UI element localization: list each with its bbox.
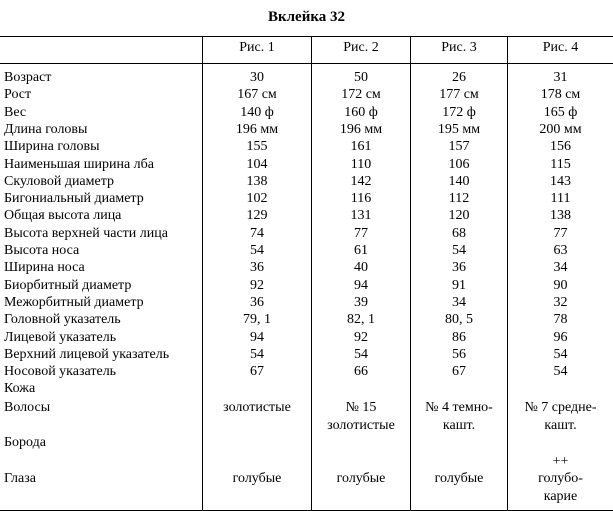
table-cell: 94 — [250, 329, 264, 345]
row-label: Вес — [4, 104, 27, 120]
table-cell: 56 — [452, 346, 466, 362]
page-title: Вклейка 32 — [267, 9, 346, 25]
column-header: Рис. 4 — [542, 40, 579, 55]
table-cell: 91 — [452, 277, 466, 293]
table-cell: 50 — [354, 70, 368, 85]
row-label: Рост — [4, 87, 32, 103]
table-cell: 196 мм — [235, 121, 279, 137]
table-cell: 116 — [350, 191, 372, 207]
table-cell: 104 — [246, 156, 268, 172]
table-cell: № 4 темно- — [425, 400, 493, 415]
column-header: Рис. 1 — [239, 40, 275, 55]
row-label: Носовой указатель — [4, 364, 117, 380]
table-cell: 34 — [452, 294, 466, 310]
table-cell: 54 — [250, 243, 264, 258]
table-cell: 165 ф — [543, 104, 578, 120]
table-cell: 157 — [448, 139, 470, 155]
table-cell: 143 — [550, 173, 571, 189]
table-cell: 195 мм — [437, 121, 481, 137]
table-cell: № 15 — [345, 400, 377, 415]
table-cell: 40 — [354, 260, 368, 276]
table-cell: 36 — [452, 260, 466, 276]
table-cell: 80, 5 — [445, 312, 473, 328]
table-cell: 54 — [452, 243, 466, 258]
table-cell: 178 см — [540, 87, 581, 103]
table-cell: голубые — [434, 471, 484, 486]
table-cell: 172 см — [341, 87, 381, 103]
table-cell: 36 — [250, 294, 264, 310]
row-label: Головной указатель — [4, 312, 121, 328]
row-label: Глаза — [4, 471, 36, 486]
table-cell: 131 — [350, 208, 372, 224]
table-cell: 74 — [250, 225, 264, 241]
table-cell: 36 — [250, 260, 264, 276]
table-cell: 102 — [246, 191, 268, 207]
row-label: Скуловой диаметр — [4, 173, 115, 189]
table-cell: 34 — [553, 260, 568, 276]
row-label: Наименьшая ширина лба — [4, 156, 154, 172]
table-cell: 138 — [550, 208, 571, 224]
row-label: Ширина носа — [4, 260, 85, 276]
table-cell: 94 — [354, 277, 368, 293]
table-cell: 167 см — [237, 87, 277, 103]
column-header: Рис. 2 — [343, 40, 379, 55]
table-cell: ++ — [552, 454, 569, 469]
table-cell: 115 — [550, 156, 571, 172]
table-cell: 67 — [250, 364, 264, 380]
header-bottom-rule — [0, 63, 613, 64]
table-cell: 92 — [250, 277, 264, 293]
table-cell: 32 — [553, 294, 568, 310]
table-cell: голубо- — [538, 471, 583, 486]
table-cell: 140 ф — [240, 104, 274, 120]
table-top-rule — [0, 36, 613, 37]
table-cell: 161 — [350, 139, 372, 155]
table-cell: карие — [543, 489, 578, 504]
table-cell: 172 ф — [442, 104, 476, 120]
table-cell: 200 мм — [539, 121, 582, 137]
table-cell: 86 — [452, 329, 466, 345]
table-cell: 61 — [354, 243, 368, 258]
table-cell: 63 — [553, 243, 568, 258]
table-cell: 79, 1 — [243, 312, 271, 328]
table-cell: 30 — [250, 70, 264, 85]
table-cell: 140 — [448, 173, 470, 189]
table-cell: 68 — [452, 225, 466, 241]
table-cell: 54 — [354, 346, 368, 362]
table-cell: 112 — [448, 191, 470, 207]
row-label: Бигониальный диаметр — [4, 191, 144, 207]
column-header: Рис. 3 — [441, 40, 477, 55]
table-cell: 177 см — [439, 87, 479, 103]
table-cell: 196 мм — [339, 121, 383, 137]
row-label: Кожа — [4, 381, 36, 397]
table-cell: кашт. — [442, 418, 476, 433]
row-label: Волосы — [4, 400, 51, 415]
table-cell: 82, 1 — [347, 312, 375, 328]
table-cell: 96 — [553, 329, 568, 345]
table-cell: 155 — [246, 139, 268, 155]
table-cell: голубые — [232, 471, 282, 486]
table-cell: 129 — [246, 208, 268, 224]
table-cell: 66 — [354, 364, 368, 380]
table-cell: 110 — [350, 156, 372, 172]
table-cell: 54 — [553, 346, 568, 362]
table-cell: 78 — [553, 312, 568, 328]
table-cell: 106 — [448, 156, 470, 172]
table-cell: 26 — [452, 70, 466, 85]
table-cell: 31 — [553, 70, 568, 85]
row-label: Высота носа — [4, 243, 80, 258]
table-cell: 77 — [354, 225, 368, 241]
row-label: Возраст — [4, 70, 52, 85]
table-cell: 142 — [350, 173, 372, 189]
row-label: Борода — [4, 435, 46, 450]
row-label: Биорбитный диаметр — [4, 277, 132, 293]
table-cell: 156 — [550, 139, 571, 155]
table-cell: 39 — [354, 294, 368, 310]
table-cell: 90 — [553, 277, 568, 293]
row-label: Общая высота лица — [4, 208, 122, 224]
row-label: Лицевой указатель — [4, 329, 117, 345]
row-label: Верхний лицевой указатель — [4, 346, 170, 362]
row-label: Ширина головы — [4, 139, 100, 155]
table-cell: 111 — [550, 191, 571, 207]
table-cell: 160 ф — [344, 104, 378, 120]
table-cell: голубые — [336, 471, 386, 486]
table-cell: золотистые — [327, 418, 395, 433]
table-cell: 92 — [354, 329, 368, 345]
table-cell: 120 — [448, 208, 470, 224]
table-cell: 67 — [452, 364, 466, 380]
row-label: Высота верхней части лица — [4, 225, 168, 241]
row-label: Межорбитный диаметр — [4, 294, 144, 310]
table-cell: кашт. — [544, 418, 577, 433]
table-cell: № 7 средне- — [524, 400, 597, 415]
table-cell: 54 — [553, 364, 568, 380]
table-cell: 77 — [553, 225, 568, 241]
table-cell: 138 — [246, 173, 268, 189]
table-cell: 54 — [250, 346, 264, 362]
table-cell: золотистые — [223, 400, 291, 415]
row-label: Длина головы — [4, 121, 88, 137]
